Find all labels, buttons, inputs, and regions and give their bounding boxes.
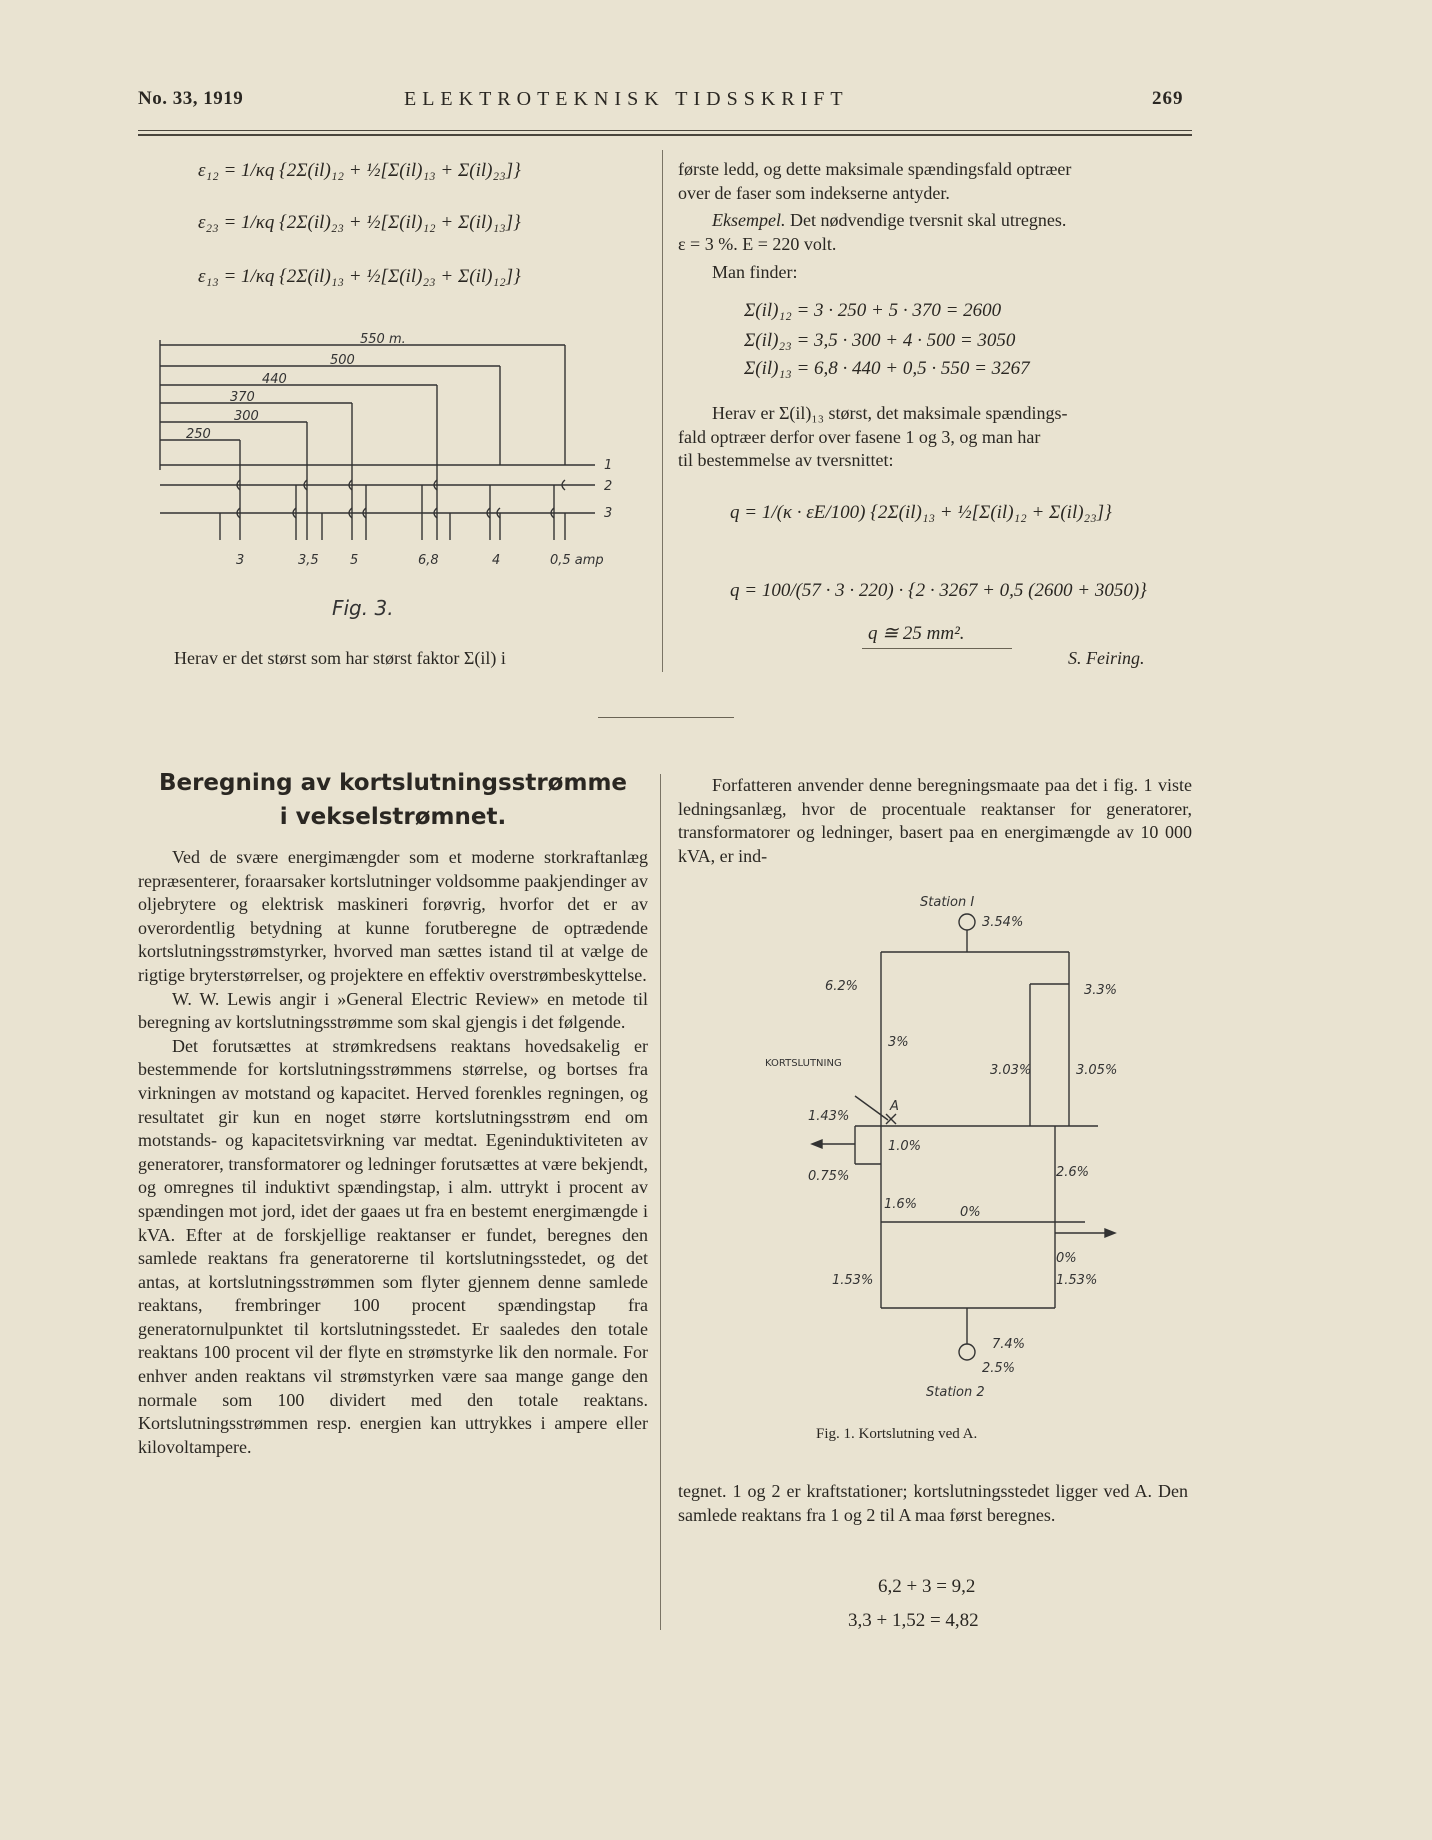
q-formula-2: q = 100/(57 · 3 · 220) · {2 · 3267 + 0,5 (2600 + 3050)} [730,580,1147,601]
fig3-after-text: Herav er det størst som har størst faktor Σ(il) i [174,648,506,668]
fig1-l0: 0% [960,1205,981,1220]
herav-line-1: Herav er Σ(il)₁₃ størst, det maksimale spændings- [712,403,1068,423]
fig3-amp-3-5: 3,5 [298,553,319,568]
column-rule-bottom [660,774,661,1630]
fig1-l143: 1.43% [808,1109,850,1124]
herav-line-2: fald optræer derfor over fasene 1 og 3, og man har [678,426,1041,447]
fig1-tl: 6.2% [825,979,859,994]
herav-text [678,402,1188,473]
fig3-phase-3: 3 [604,506,613,521]
right-top-line-1: første ledd, og dette maksimale spændingsfald optræer [678,159,1072,179]
fig3-length-250: 250 [186,427,211,442]
article-right-paragraph-2: tegnet. 1 og 2 er kraftstationer; kortslutningsstedet ligger ved A. Den samlede reaktans fra 1 og 2 til A maa først beregnes. [678,1481,1188,1525]
right-top-text [678,158,1188,205]
fig1-station-2: Station 2 [926,1385,985,1400]
article-title-line-2: i vekselstrømnet. [279,804,507,830]
article-title [138,766,648,834]
article-right-intro [678,774,1192,868]
fig3-amp-0-5: 0,5 amp [550,553,604,568]
fig3-length-550: 550 m. [360,332,406,347]
fig3-amp-4: 4 [492,553,501,568]
figure-1 [760,888,1160,1408]
fig1-l075: 0.75% [808,1169,850,1184]
right-top-line-2: over de faser som indekserne antyder. [678,182,950,203]
fig3-amp-3: 3 [236,553,245,568]
fig3-amp-6-8: 6,8 [418,553,439,568]
fig1-l10: 1.0% [888,1139,922,1154]
fig1-caption: Fig. 1. Kortslutning ved A. [816,1426,978,1442]
fig1-l16: 1.6% [884,1197,918,1212]
fig1-s1-pct: 3.54% [982,915,1024,930]
article-paragraph-1: Ved de svære energimængder som et moderne storkraftanlæg repræsenterer, foraarsaker kortslutninger voldsomme paakjendinger av oljebrytere og elektrisk maskineri forøvrig, hvorfor det er av overordentlig betydning at kunne forutberegne de optrædende kortslutningsstrømstyrker, hvorved man sættes istand til at vælge de rigtige bryterstørrelser, og projektere en effektiv overstrømbeskyttelse. [138,847,648,985]
fig3-length-300: 300 [234,409,259,424]
fig1-r305: 3.05% [1076,1063,1118,1078]
fig1-tr: 3.3% [1084,983,1118,998]
fig1-l3: 3% [888,1035,909,1050]
fig3-amp-5: 5 [350,553,359,568]
fig3-length-500: 500 [330,353,355,368]
example-line-2: ε = 3 %. E = 220 volt. [678,234,837,254]
article-separator [598,717,734,718]
signature: S. Feiring. [1068,648,1145,668]
fig1-station-1: Station I [920,895,975,910]
sum-13: Σ(il)₁₃ = 6,8 · 440 + 0,5 · 550 = 3267 [744,358,1030,379]
fig1-l26: 2.6% [1056,1165,1090,1180]
fig1-kort: KORTSLUTNING [765,1058,842,1069]
formula-e12: ε₁₂ = 1/κq {2Σ(il)₁₂ + ½[Σ(il)₁₃ + Σ(il)₂₃]} [198,160,521,181]
q-formula-1: q = 1/(κ · εE/100) {2Σ(il)₁₃ + ½[Σ(il)₁₂ + Σ(il)₂₃]} [730,502,1112,523]
fig3-caption: Fig. 3. [332,596,394,620]
fig1-l153: 1.53% [832,1273,874,1288]
formula-e23: ε₂₃ = 1/κq {2Σ(il)₂₃ + ½[Σ(il)₁₂ + Σ(il)₁₃]} [198,212,521,233]
article-paragraph-2: W. W. Lewis angir i »General Electric Review» en metode til beregning av kortslutningsstrømme som skal gjengis i det følgende. [138,988,648,1033]
calc-1: 6,2 + 3 = 9,2 [878,1576,976,1597]
fig3-phase-1: 1 [604,458,613,473]
q-underline [862,648,1012,649]
article-right-paragraph-1: Forfatteren anvender denne beregningsmaate paa det i fig. 1 viste ledningsanlæg, hvor de procentuale reaktanser for generatorer, transformatorer og ledninger, basert paa en energimængde av 10 000 kVA, er ind- [678,775,1192,866]
article-paragraph-3: Det forutsættes at strømkredsens reaktans hovedsakelig er bestemmende for kortslutningsstrømmens størrelse, og bortses fra virkningen av motstand og kapacitet. Herved forenkles regningen, og resultatet gir kun en noget større kortslutningsstrøm end om motstands- og kapacitetsvirkning var medtat. Egeninduktiviteten av generatorer, transformatorer og ledninger forutsættes at være bekjendt, og omregnes til induktivt spændingstap, i alm. uttrykt i procent av spændingen mot jord, idet der gaaes ut fra en bestemt energimængde i kVA. Efter at de forskjellige reaktanser er fundet, beregnes den samlede reaktans fra generatorerne til kortslutningsstedet, og det antas, at kortslutningsstrømmen som flyter gjennem denne samlede reaktans, frembringer 100 procent spændingstap fra generatornulpunktet til kortslutningsstedet. Er saaledes den totale reaktans 100 procent vil der flyte en strømstyrke lik den normale. For enhver anden reaktans vil strømstyrken være saa mange gange den normale som 100 dividert med den totale reaktans. Kortslutningsstrømmen resp. energien kan uttrykkes i ampere eller kilovoltampere. [138,1035,648,1457]
column-rule-top [662,150,663,672]
calc-2: 3,3 + 1,52 = 4,82 [848,1610,979,1631]
man-finder: Man finder: [712,262,798,282]
article-left-body [138,846,648,1459]
example-line [712,210,1066,231]
fig1-b74: 7.4% [992,1337,1026,1352]
sum-12: Σ(il)₁₂ = 3 · 250 + 5 · 370 = 2600 [744,300,1002,321]
header-rule-thick [138,134,1192,136]
page-number: 269 [1152,88,1184,109]
fig1-r0: 0% [1056,1251,1077,1266]
fig1-r153: 1.53% [1056,1273,1098,1288]
article-title-line-1: Beregning av kortslutningsstrømme [158,770,628,796]
example-label: Eksempel. [712,210,786,230]
header-rule [138,130,1192,131]
sum-23: Σ(il)₂₃ = 3,5 · 300 + 4 · 500 = 3050 [744,330,1016,351]
fig3-phase-2: 2 [604,479,613,494]
issue-number: No. 33, 1919 [138,88,244,109]
fig1-a: A [890,1099,899,1114]
q-result: q ≅ 25 mm². [868,623,965,644]
article-right-body [678,1480,1188,1527]
fig3-length-370: 370 [230,390,255,405]
fig1-r303: 3.03% [990,1063,1032,1078]
journal-title: ELEKTROTEKNISK TIDSSKRIFT [404,88,849,110]
formula-e13: ε₁₃ = 1/κq {2Σ(il)₁₃ + ½[Σ(il)₂₃ + Σ(il)₁₂]} [198,266,521,287]
fig3-length-440: 440 [262,372,287,387]
example-rest: Det nødvendige tversnit skal utregnes. [789,210,1067,230]
herav-line-3: til bestemmelse av tversnittet: [678,450,894,471]
fig1-b25: 2.5% [982,1361,1016,1376]
figure-3 [150,330,650,630]
